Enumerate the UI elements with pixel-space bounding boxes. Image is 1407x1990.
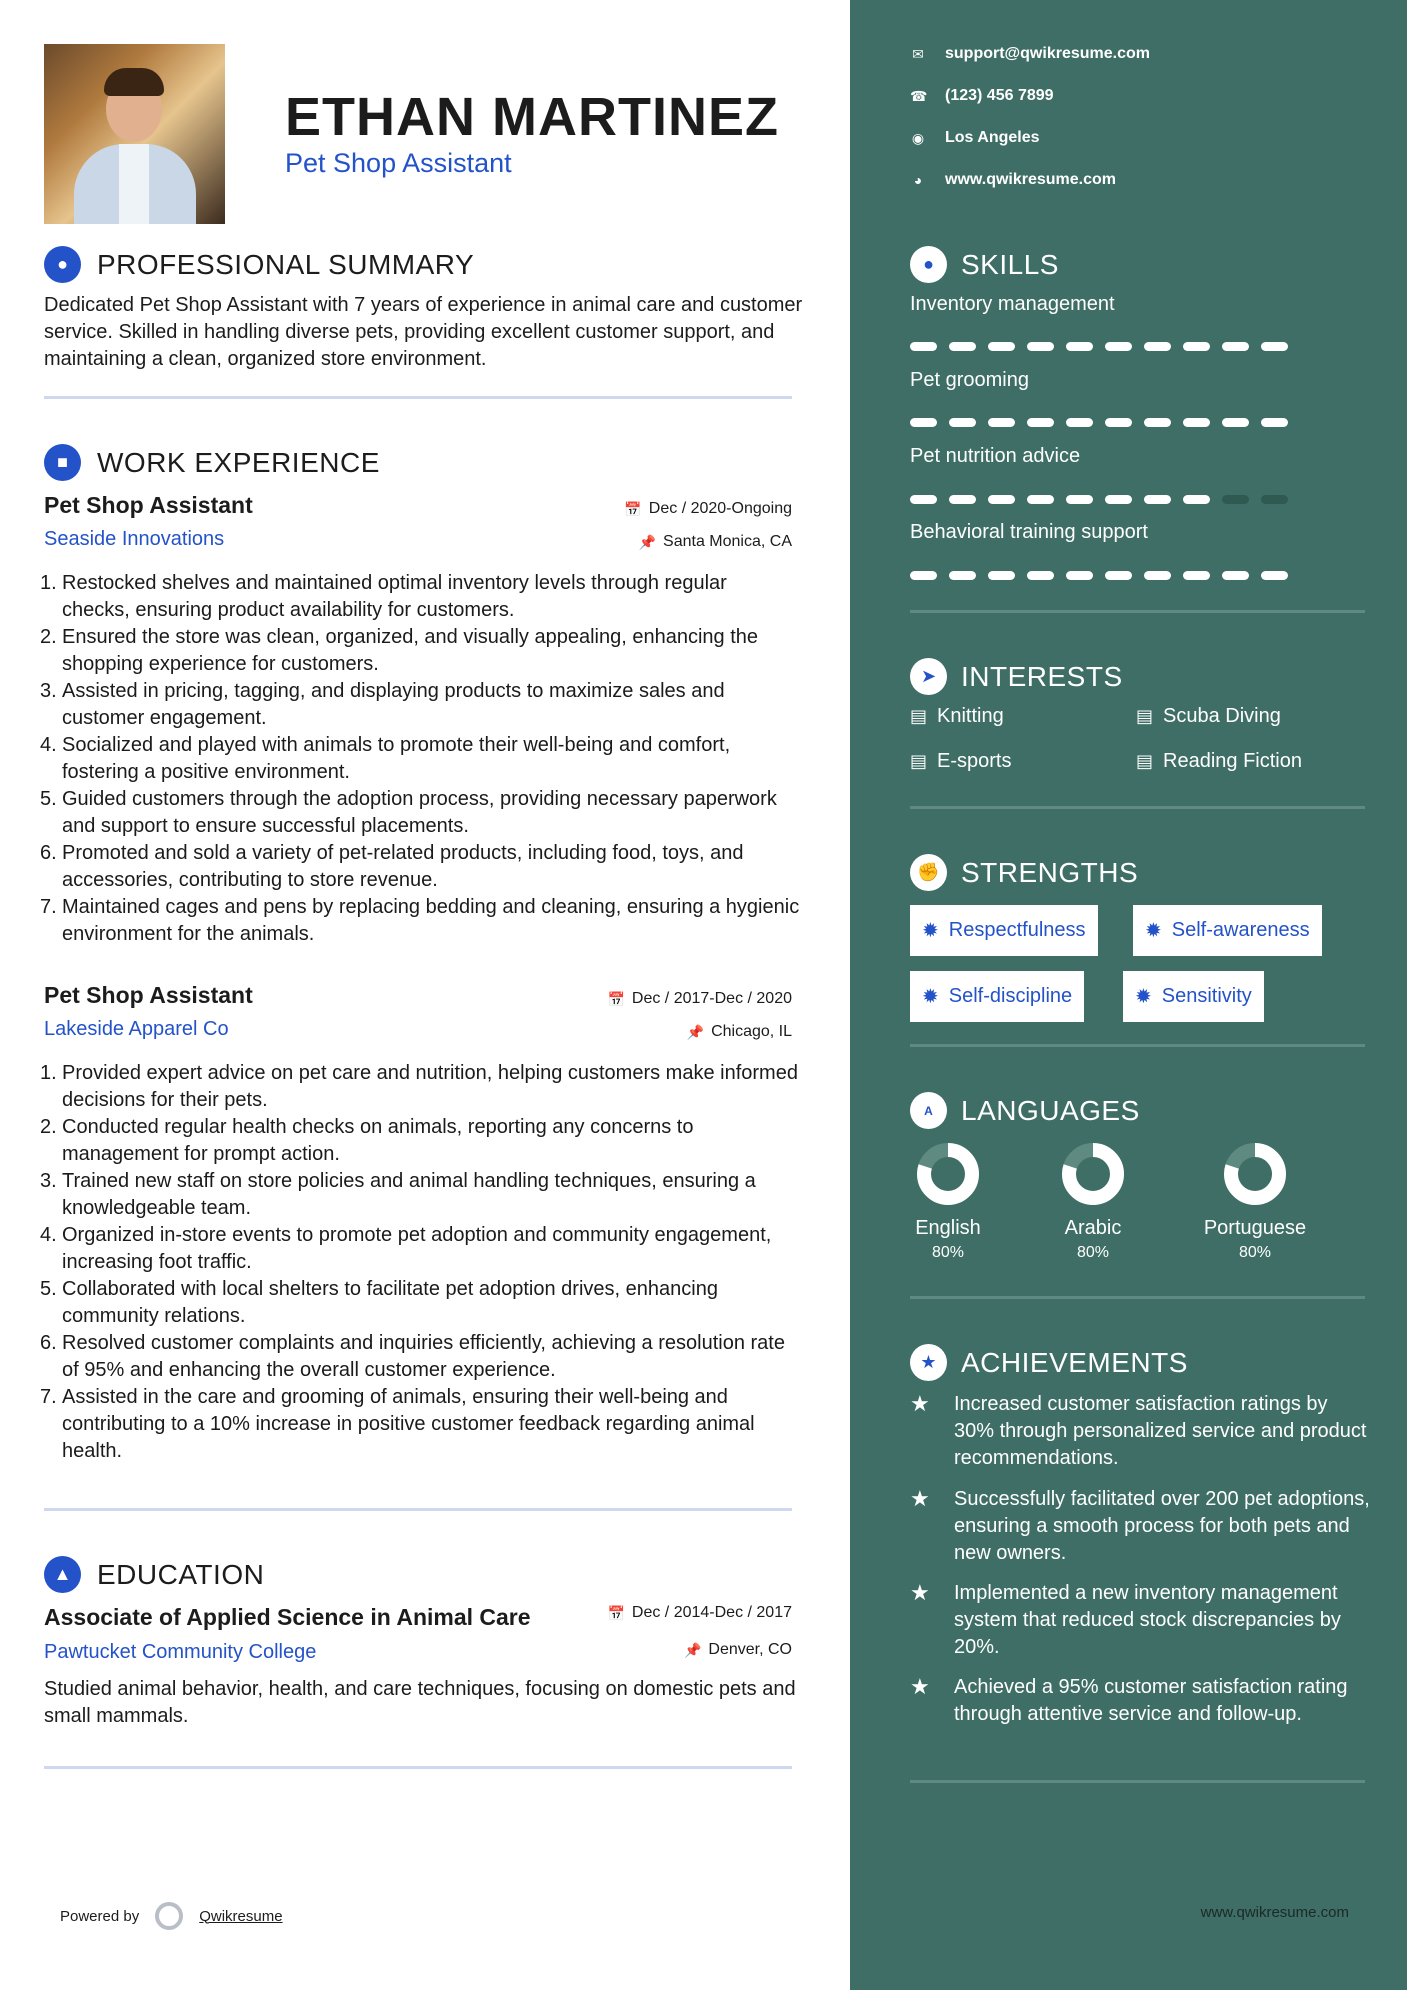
list-item: Assisted in the care and grooming of animals, ensuring their well-being and contributing to a 10% increase in positive customer feedback regarding animal health. bbox=[62, 1386, 755, 1462]
skill-dash bbox=[1144, 495, 1171, 504]
list-item: Socialized and played with animals to promote their well-being and comfort, fostering a positive environment. bbox=[62, 734, 731, 783]
candidate-name: ETHAN MARTINEZ bbox=[285, 87, 779, 147]
skill-dash bbox=[988, 418, 1015, 427]
list-item: Restocked shelves and maintained optimal inventory levels through regular checks, ensuring product availability for customers. bbox=[62, 572, 727, 621]
skill-dash bbox=[1105, 495, 1132, 504]
fist-icon: ✊ bbox=[910, 854, 947, 891]
list-item: Conducted regular health checks on animals, reporting any concerns to management for prompt action. bbox=[62, 1116, 694, 1165]
footer-website[interactable]: www.qwikresume.com bbox=[1200, 1904, 1349, 1921]
shooting-star-icon: ★ bbox=[910, 1391, 930, 1416]
education-title: EDUCATION bbox=[97, 1558, 265, 1590]
degree-title: Associate of Applied Science in Animal Care bbox=[44, 1604, 531, 1630]
skill-dash bbox=[1261, 571, 1288, 580]
language-donut bbox=[916, 1142, 980, 1206]
translate-icon: A bbox=[910, 1092, 947, 1129]
map-marker-icon: ◉ bbox=[911, 129, 925, 146]
interests-heading bbox=[910, 658, 1123, 695]
skill-level-bar bbox=[910, 342, 1300, 351]
job-date: 📅 Dec / 2017-Dec / 2020 bbox=[607, 990, 792, 1007]
pin-icon: 📌 bbox=[686, 1023, 705, 1040]
strengths-heading bbox=[910, 854, 1138, 891]
book-icon: ▤ bbox=[1136, 751, 1154, 771]
globe-icon: ◕ bbox=[913, 172, 923, 188]
skill-dash bbox=[1144, 418, 1171, 427]
job-company: Lakeside Apparel Co bbox=[44, 1018, 229, 1040]
language-donut bbox=[1223, 1142, 1287, 1206]
language-name: Portuguese bbox=[1203, 1217, 1307, 1239]
achievements-heading bbox=[910, 1344, 1188, 1381]
list-item: Provided expert advice on pet care and nutrition, helping customers make informed decisions for their pets. bbox=[62, 1062, 798, 1111]
skill-dash bbox=[1222, 342, 1249, 351]
divider bbox=[910, 1296, 1365, 1299]
badge-icon: ✹ bbox=[922, 920, 939, 942]
strengths-title: STRENGTHS bbox=[961, 856, 1139, 888]
job-title: Pet Shop Assistant bbox=[44, 982, 253, 1008]
language-percent: 80% bbox=[1076, 1244, 1110, 1261]
pin-icon: 📌 bbox=[638, 533, 657, 550]
skill-dash bbox=[1066, 342, 1093, 351]
skill-dash bbox=[949, 418, 976, 427]
badge-icon: ✹ bbox=[922, 986, 939, 1008]
list-item: Collaborated with local shelters to facilitate pet adoption drives, enhancing community relations. bbox=[62, 1278, 718, 1327]
badge-icon: ✹ bbox=[1145, 920, 1162, 942]
divider bbox=[44, 396, 792, 399]
interest-item: ▤ Scuba Diving bbox=[1136, 705, 1281, 727]
skill-dash bbox=[949, 495, 976, 504]
skill-dash bbox=[1027, 342, 1054, 351]
strength-badge: ✹ Self-awareness bbox=[1133, 905, 1322, 956]
skill-dash bbox=[1066, 571, 1093, 580]
divider bbox=[910, 610, 1365, 613]
skill-dash bbox=[1066, 495, 1093, 504]
calendar-icon: 📅 bbox=[624, 500, 642, 517]
skill-level-bar bbox=[910, 418, 1300, 427]
profile-photo bbox=[44, 44, 225, 224]
achievement-item: ★ Increased customer satisfaction ratings by 30% through personalized service and product recommendations. bbox=[910, 1391, 1370, 1472]
divider bbox=[44, 1766, 792, 1769]
skill-name: Pet nutrition advice bbox=[910, 445, 1081, 467]
list-item: Guided customers through the adoption process, providing necessary paperwork and support to ensure successful placements. bbox=[62, 788, 777, 837]
achievement-item: ★ Successfully facilitated over 200 pet adoptions, ensuring a smooth process for both pets and new owners. bbox=[910, 1486, 1370, 1567]
list-item: Resolved customer complaints and inquiries efficiently, achieving a resolution rate of 95% and enhancing the overall customer experience. bbox=[62, 1332, 785, 1381]
job-1-duties bbox=[40, 570, 800, 948]
sidebar bbox=[850, 0, 1407, 1990]
skill-dash bbox=[910, 495, 937, 504]
graduation-cap-icon: ▲ bbox=[44, 1556, 81, 1593]
skill-dash bbox=[988, 571, 1015, 580]
skill-dash bbox=[1222, 418, 1249, 427]
job-location: 📌 Chicago, IL bbox=[686, 1023, 792, 1040]
list-item: Ensured the store was clean, organized, and visually appealing, enhancing the shopping experience for customers. bbox=[62, 626, 759, 675]
skill-dash bbox=[1144, 571, 1171, 580]
skill-name: Pet grooming bbox=[910, 369, 1029, 391]
contact-phone[interactable]: ☎ (123) 456 7899 bbox=[910, 87, 1054, 104]
skill-dash bbox=[1027, 495, 1054, 504]
experience-heading bbox=[44, 444, 380, 481]
language-item bbox=[1190, 1142, 1320, 1262]
languages-heading bbox=[910, 1092, 1140, 1129]
briefcase-icon: ■ bbox=[44, 444, 81, 481]
achievement-item: ★ Implemented a new inventory management system that reduced stock discrepancies by 20%. bbox=[910, 1580, 1370, 1661]
language-donut bbox=[1061, 1142, 1125, 1206]
skills-title: SKILLS bbox=[961, 248, 1059, 280]
contact-location: ◉ Los Angeles bbox=[911, 129, 1040, 146]
divider bbox=[910, 1780, 1365, 1783]
skill-dash bbox=[1183, 495, 1210, 504]
strength-badge: ✹ Sensitivity bbox=[1123, 971, 1264, 1022]
skill-dash bbox=[1183, 342, 1210, 351]
book-icon: ▤ bbox=[910, 751, 928, 771]
skill-dash bbox=[910, 418, 937, 427]
book-icon: ▤ bbox=[910, 706, 928, 726]
paper-plane-icon: ➤ bbox=[910, 658, 947, 695]
strength-badge: ✹ Self-discipline bbox=[910, 971, 1084, 1022]
school-name: Pawtucket Community College bbox=[44, 1641, 317, 1663]
interests-title: INTERESTS bbox=[961, 660, 1123, 692]
divider bbox=[44, 1508, 792, 1511]
user-icon: ● bbox=[44, 246, 81, 283]
job-location: 📌 Santa Monica, CA bbox=[638, 533, 792, 550]
skill-dash bbox=[988, 342, 1015, 351]
skill-dash bbox=[1105, 342, 1132, 351]
education-location: 📌 Denver, CO bbox=[683, 1641, 792, 1658]
skill-dash bbox=[1027, 418, 1054, 427]
calendar-icon: 📅 bbox=[607, 990, 625, 1007]
summary-title: PROFESSIONAL SUMMARY bbox=[97, 248, 475, 280]
lightbulb-icon: ● bbox=[910, 246, 947, 283]
language-item bbox=[1039, 1142, 1147, 1262]
skill-dash bbox=[1222, 571, 1249, 580]
achievement-item: ★ Achieved a 95% customer satisfaction rating through attentive service and follow-up. bbox=[910, 1674, 1370, 1728]
qwikresume-logo-icon bbox=[155, 1902, 183, 1930]
strength-badge: ✹ Respectfulness bbox=[910, 905, 1098, 956]
interest-item: ▤ Reading Fiction bbox=[1136, 750, 1302, 772]
skill-dash bbox=[1261, 342, 1288, 351]
qwikresume-link[interactable]: Qwikresume bbox=[199, 1907, 283, 1925]
star-icon: ★ bbox=[910, 1344, 947, 1381]
shooting-star-icon: ★ bbox=[910, 1486, 930, 1511]
envelope-icon: ✉ bbox=[912, 45, 924, 62]
divider bbox=[910, 806, 1365, 809]
contact-email[interactable]: ✉ support@qwikresume.com bbox=[910, 45, 1150, 63]
language-name: English bbox=[915, 1217, 981, 1239]
pin-icon: 📌 bbox=[683, 1641, 702, 1658]
list-item: Trained new staff on store policies and animal handling techniques, ensuring a knowledgeable team. bbox=[62, 1170, 756, 1219]
skill-dash bbox=[949, 571, 976, 580]
skill-dash bbox=[910, 571, 937, 580]
summary-text: Dedicated Pet Shop Assistant with 7 years of experience in animal care and customer service. Skilled in handling diverse pets, providing excellent customer support, and maintaining a clean, organized store environment. bbox=[44, 294, 803, 370]
shooting-star-icon: ★ bbox=[910, 1674, 930, 1699]
list-item: Promoted and sold a variety of pet-related products, including food, toys, and accessories, contributing to store revenue. bbox=[62, 842, 744, 891]
shooting-star-icon: ★ bbox=[910, 1580, 930, 1605]
skill-dash bbox=[1222, 495, 1249, 504]
phone-icon: ☎ bbox=[910, 87, 928, 104]
badge-icon: ✹ bbox=[1135, 986, 1152, 1008]
skill-dash bbox=[1183, 571, 1210, 580]
skill-dash bbox=[1261, 495, 1288, 504]
skill-dash bbox=[949, 342, 976, 351]
skill-dash bbox=[1183, 418, 1210, 427]
job-title: Pet Shop Assistant bbox=[44, 492, 253, 518]
skill-level-bar bbox=[910, 495, 1300, 504]
job-date: 📅 Dec / 2020-Ongoing bbox=[624, 500, 792, 517]
job-company: Seaside Innovations bbox=[44, 528, 225, 550]
candidate-role: Pet Shop Assistant bbox=[285, 148, 512, 178]
skill-dash bbox=[988, 495, 1015, 504]
language-item bbox=[894, 1142, 1002, 1262]
language-percent: 80% bbox=[931, 1244, 965, 1261]
divider bbox=[910, 1044, 1365, 1047]
list-item: Organized in-store events to promote pet adoption and community engagement, increasing foot traffic. bbox=[62, 1224, 772, 1273]
skill-name: Behavioral training support bbox=[910, 521, 1148, 543]
education-date: 📅 Dec / 2014-Dec / 2017 bbox=[607, 1604, 792, 1621]
languages-title: LANGUAGES bbox=[961, 1094, 1140, 1126]
interest-item: ▤ Knitting bbox=[910, 705, 1004, 727]
skill-dash bbox=[1261, 418, 1288, 427]
language-name: Arabic bbox=[1064, 1217, 1122, 1239]
education-text: Studied animal behavior, health, and care techniques, focusing on domestic pets and small mammals. bbox=[44, 1678, 796, 1727]
summary-heading bbox=[44, 246, 474, 283]
book-icon: ▤ bbox=[1136, 706, 1154, 726]
achievements-title: ACHIEVEMENTS bbox=[961, 1346, 1188, 1378]
contact-website[interactable]: ◕ www.qwikresume.com bbox=[910, 171, 1116, 189]
interest-item: ▤ E-sports bbox=[910, 750, 1012, 772]
powered-by: Powered by Qwikresume bbox=[60, 1902, 283, 1930]
job-2-duties bbox=[40, 1060, 800, 1465]
list-item: Assisted in pricing, tagging, and displaying products to maximize sales and customer engagement. bbox=[62, 680, 725, 729]
skill-dash bbox=[1105, 418, 1132, 427]
education-heading bbox=[44, 1556, 264, 1593]
skill-level-bar bbox=[910, 571, 1300, 580]
language-percent: 80% bbox=[1238, 1244, 1272, 1261]
skills-heading bbox=[910, 246, 1059, 283]
skill-dash bbox=[1105, 571, 1132, 580]
skill-dash bbox=[1066, 418, 1093, 427]
skill-dash bbox=[1144, 342, 1171, 351]
skill-dash bbox=[1027, 571, 1054, 580]
list-item: Maintained cages and pens by replacing bedding and cleaning, ensuring a hygienic environment for the animals. bbox=[62, 896, 800, 945]
experience-title: WORK EXPERIENCE bbox=[97, 446, 380, 478]
skill-name: Inventory management bbox=[910, 293, 1115, 315]
skill-dash bbox=[910, 342, 937, 351]
calendar-icon: 📅 bbox=[607, 1604, 625, 1621]
